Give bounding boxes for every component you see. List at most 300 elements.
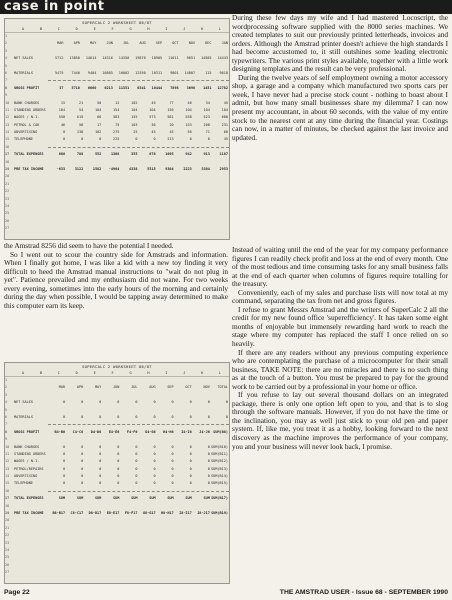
row-label: BANK CHARGES: [14, 100, 40, 105]
cell-value: -633: [56, 167, 66, 172]
cell-value: 0: [153, 459, 156, 464]
cell-value: 600: [221, 115, 228, 120]
spreadsheet-row: [5, 33, 229, 40]
row-number: 21: [5, 525, 10, 530]
spreadsheet-row: [5, 122, 229, 129]
row-number: 26: [5, 218, 10, 223]
cell-value: 104: [221, 107, 228, 112]
column-header: L: [219, 371, 222, 375]
cell-value: 615: [76, 115, 84, 120]
cell-value: E4-E6: [108, 429, 120, 434]
column-header: G: [129, 371, 132, 375]
spreadsheet-row: [5, 540, 229, 547]
cell-value: H8-H17: [161, 511, 174, 516]
row-label: PETROL/REPAIRS: [14, 466, 44, 471]
row-number: 26: [5, 562, 10, 567]
cell-value: 14807: [184, 70, 196, 75]
spreadsheet-row: [5, 85, 229, 92]
cell-value: 0: [62, 474, 66, 479]
cell-value: SUM: [203, 496, 210, 501]
column-header: [5, 26, 14, 32]
cell-value: 104: [185, 107, 192, 112]
spreadsheet-row: [5, 114, 229, 121]
column-header: J: [183, 27, 186, 31]
cell-value: 0: [207, 414, 210, 419]
cell-value: 788: [76, 152, 84, 157]
cell-value: 0: [117, 481, 120, 486]
cell-value: 45: [169, 130, 174, 135]
cell-value: 0: [99, 137, 102, 142]
cell-value: 9618: [219, 70, 228, 75]
cell-value: 6213: [104, 85, 113, 90]
cell-value: 10885: [102, 70, 113, 75]
row-number: 17: [5, 496, 10, 501]
cell-value: 0: [153, 481, 156, 486]
row-label: STANDING ORDERS: [14, 107, 46, 112]
cell-value: 9651: [186, 56, 196, 61]
cell-value: 942: [185, 152, 192, 157]
cell-value: 102: [131, 100, 138, 105]
column-header: J: [183, 371, 186, 375]
row-number: 8: [5, 85, 8, 90]
spreadsheet-row: [5, 107, 229, 114]
cell-value: 37: [59, 85, 64, 90]
row-number: 2: [5, 41, 8, 46]
cell-value: 0: [117, 459, 120, 464]
spreadsheet-row: [5, 136, 229, 143]
spreadsheet-row: [5, 532, 229, 539]
column-header: H: [147, 371, 150, 375]
row-label: [14, 392, 48, 399]
column-header: B: [39, 371, 42, 375]
column-header: E: [93, 27, 96, 31]
cell-value: 550: [58, 115, 66, 120]
cell-value: SUM: [58, 496, 66, 501]
row-label: [14, 569, 48, 576]
row-label: NET SALES: [14, 56, 33, 61]
cell-value: 104: [149, 107, 156, 112]
row-label: TOTAL EXPENSES: [14, 496, 44, 501]
spreadsheet-row: [5, 451, 229, 458]
cell-value: 6660: [87, 85, 97, 90]
row-number: 19: [5, 167, 10, 172]
cell-value: JUL: [131, 385, 138, 390]
spreadsheet-row: [5, 77, 229, 84]
spreadsheet-row: [5, 100, 229, 107]
column-header: F: [111, 371, 114, 375]
spreadsheet-row: [5, 421, 229, 428]
row-number: 9: [5, 93, 8, 98]
cell-value: 0: [62, 466, 66, 471]
cell-value: 155: [131, 115, 138, 120]
cell-value: 56: [187, 130, 192, 135]
row-number: 16: [5, 144, 10, 149]
spreadsheet-row: [5, 210, 229, 217]
row-label: PETROL & CAR: [14, 122, 40, 127]
issue-info: THE AMSTRAD USER - Issue 68 - SEPTEMBER 1990: [279, 589, 448, 596]
cell-value: 0: [189, 459, 192, 464]
cell-value: 19870: [135, 56, 146, 61]
cell-value: OCT: [172, 41, 179, 46]
column-header: C: [57, 371, 60, 375]
row-label: PRE TAX INCOME: [14, 511, 44, 516]
cell-value: 66: [97, 115, 102, 120]
cell-value: 104: [131, 107, 138, 112]
spreadsheet-row: [5, 40, 229, 47]
article-paragraph: During these few days my wife and I had mastered Locoscript, the wordprocessing software supplied with the 8000 series machines. We created templates to suit our previously printed letterheads, invoices and orders. Although the Amstrad printer doesn't achieve the high standards I had become accustomed to, it still outshines some leading electronic typewriters. The various print styles available, together with a little work designing templates and the result can be very professional.: [232, 14, 448, 74]
spreadsheet-row: [5, 488, 229, 495]
cell-value: 913: [203, 152, 210, 157]
spreadsheet-row: [5, 129, 229, 136]
row-number: 7: [5, 78, 8, 83]
column-header: C: [57, 27, 60, 31]
spreadsheet-top: [4, 18, 230, 240]
row-label: PRE TAX INCOME: [14, 167, 44, 172]
column-header: I: [165, 27, 168, 31]
cell-value: 0: [81, 459, 84, 464]
row-number: 22: [5, 189, 10, 194]
row-label: ADVERTISING: [14, 474, 38, 479]
row-label: [14, 377, 48, 384]
row-label: [14, 33, 48, 40]
cell-value: 14350: [118, 56, 130, 61]
cell-value: 2223: [183, 167, 192, 172]
spreadsheet-row: [5, 181, 229, 188]
cell-value: 676: [149, 152, 156, 157]
cell-value: 45: [223, 100, 228, 105]
cell-value: 153: [185, 122, 192, 127]
cell-value: 0: [207, 444, 210, 449]
spreadsheet-row: [5, 517, 229, 524]
separator-line: [48, 488, 229, 492]
row-number: 14: [5, 474, 10, 479]
spreadsheet-row: [5, 151, 229, 158]
cell-value: SUM(B10): [211, 444, 228, 449]
cell-value: 213: [167, 137, 174, 142]
cell-value: 5475: [55, 70, 64, 75]
cell-value: 0: [117, 400, 120, 405]
cell-value: I8-I17: [179, 511, 192, 516]
cell-value: JUL: [122, 41, 130, 46]
row-label: MATERIALS: [14, 70, 33, 75]
column-header: L: [219, 27, 222, 31]
cell-value: 10002: [118, 70, 130, 75]
cell-value: 0: [189, 400, 192, 405]
cell-value: 0: [62, 130, 66, 135]
cell-value: C8-C17: [70, 511, 84, 516]
cell-value: 0: [171, 451, 174, 456]
column-header: K: [201, 371, 204, 375]
article-paragraph: I refuse to grant Messrs Amstrad and the writers of SuperCalc 2 all the credit for my new found office 'superefficiency'. It has taken some eight months of enjoyable but immensely rewarding hard work to reach the stage where my computer has replaced the staff I once relied on so heavily.: [232, 304, 448, 349]
row-number: 11: [5, 451, 10, 456]
row-label: [14, 436, 48, 443]
cell-value: -4964: [108, 167, 120, 172]
spreadsheet-row: [5, 48, 229, 55]
cell-value: 0: [62, 451, 66, 456]
row-label: [14, 384, 48, 391]
cell-value: 7898: [170, 85, 179, 90]
article-paragraph: If you refuse to lay out several thousand dollars on an integrated package, there is only one option left open to you, and that is to slog through the software manuals. However, if you do not have the time or the inclination, you may as well just stick to your old pen and paper system. If, like me, you treat it as a hobby, looking forward to the next discovery as the machine improves the performance of your company, you and your business will never look back, I promise.: [232, 390, 448, 451]
cell-value: 0: [117, 414, 120, 419]
cell-value: 36: [151, 122, 156, 127]
spreadsheet-bottom: [4, 362, 230, 584]
cell-value: 0: [171, 414, 174, 419]
spreadsheet-row: [5, 144, 229, 151]
row-number: 4: [5, 400, 8, 405]
cell-value: SUM(B17): [211, 496, 228, 501]
row-number: 3: [5, 392, 8, 397]
row-label: BANK CHARGES: [14, 444, 40, 449]
row-number: 20: [5, 174, 10, 179]
cell-value: 275: [113, 130, 120, 135]
row-label: [14, 421, 48, 428]
cell-value: 355: [131, 152, 138, 157]
cell-value: 102: [94, 130, 102, 135]
cell-value: 686: [58, 152, 66, 157]
row-label: [14, 532, 48, 539]
spreadsheet-title: SUPERCALC 2 WORKSHEET 86/87: [82, 20, 152, 25]
cell-value: 14443: [217, 56, 228, 61]
separator-line: [48, 421, 229, 425]
column-header: D: [75, 27, 78, 31]
column-header: F: [111, 27, 114, 31]
cell-value: SUM: [76, 496, 84, 501]
cell-value: 0: [99, 481, 102, 486]
row-label: [14, 63, 48, 70]
row-number: 15: [5, 137, 10, 142]
row-label: [14, 144, 48, 151]
column-header: E: [93, 371, 96, 375]
cell-value: 0: [153, 400, 156, 405]
cell-value: SUM: [113, 496, 120, 501]
cell-value: 0: [62, 400, 66, 405]
cell-value: 20: [169, 122, 174, 127]
cell-value: 0: [153, 444, 156, 449]
cell-value: 104: [203, 107, 210, 112]
row-number: 22: [5, 533, 10, 538]
spreadsheet-row: [5, 495, 229, 502]
column-header: [5, 370, 14, 376]
row-number: 23: [5, 540, 10, 545]
cell-value: 1187: [219, 152, 228, 157]
cell-value: OCT: [185, 385, 192, 390]
row-number: 19: [5, 511, 10, 516]
cell-value: MAR: [58, 385, 66, 390]
cell-value: MAR: [57, 41, 64, 46]
cell-value: 0: [135, 474, 138, 479]
cell-value: 0: [153, 466, 156, 471]
spreadsheet-row: [5, 407, 229, 414]
cell-value: 0: [99, 414, 102, 419]
cell-value: 0: [135, 414, 138, 419]
row-label: [14, 40, 48, 47]
row-number: 23: [5, 196, 10, 201]
separator-line: [48, 77, 229, 81]
cell-value: B4-B6: [54, 429, 66, 434]
cell-value: 0: [225, 414, 228, 419]
spreadsheet-row: [5, 63, 229, 70]
cell-value: SUM: [185, 496, 192, 501]
cell-value: 0: [189, 444, 192, 449]
cell-value: SUM(B15): [211, 481, 228, 486]
row-label: [14, 159, 48, 166]
cell-value: 18905: [151, 56, 163, 61]
spreadsheet-rows: [5, 33, 229, 233]
cell-value: 0: [189, 414, 192, 419]
cell-value: 4338: [129, 167, 138, 172]
row-label: ADVERTISING: [14, 130, 38, 135]
spreadsheet-column-headers: [5, 370, 229, 377]
spreadsheet-row: [5, 173, 229, 180]
article-paragraph: During the twelve years of self employment owning a motor accessory shop, a garage and a company which manufactured two sports cars per week, I have never had a precise stock count - nothing to boast about I admit, but how many small businesses share my dilemma? I can now present my accountant, in about 60 seconds, with the value of my entire stock to the nearest cent at any time during the financial year. Costings can now, in a matter of minutes, be checked against the last invoice and updated.: [232, 72, 448, 142]
cell-value: JUN: [106, 41, 113, 46]
cell-value: I4-I6: [181, 429, 192, 434]
cell-value: J8-J17: [197, 511, 210, 516]
cell-value: D4-D6: [90, 429, 102, 434]
row-label: [14, 547, 48, 554]
row-label: [14, 554, 48, 561]
spreadsheet-row: [5, 188, 229, 195]
cell-value: 0: [117, 474, 120, 479]
spreadsheet-row: [5, 70, 229, 77]
row-number: 12: [5, 115, 10, 120]
spreadsheet-row: [5, 510, 229, 517]
cell-value: 0: [81, 466, 84, 471]
spreadsheet-rows: [5, 377, 229, 577]
row-number: 5: [5, 63, 8, 68]
row-number: 6: [5, 414, 8, 419]
row-label: TELEPHONE: [14, 481, 33, 486]
cell-value: 9801: [170, 70, 179, 75]
cell-value: 0: [189, 481, 192, 486]
cell-value: SUM(B12): [211, 459, 228, 464]
cell-value: 14014: [85, 56, 97, 61]
cell-value: 1451: [203, 85, 212, 90]
cell-value: 104: [94, 107, 102, 112]
cell-value: 2953: [219, 167, 228, 172]
cell-value: SUM: [94, 496, 102, 501]
cell-value: AUG: [139, 41, 146, 46]
cell-value: 0: [62, 137, 66, 142]
cell-value: 0: [153, 414, 156, 419]
article-column-right-mid: [232, 246, 448, 586]
cell-value: D8-D17: [88, 511, 102, 516]
row-label: MATERIALS: [14, 414, 33, 419]
row-number: 5: [5, 407, 8, 412]
row-label: GROSS PROFIT: [14, 85, 40, 90]
spreadsheet-row: [5, 480, 229, 487]
row-label: [14, 225, 48, 232]
article-paragraph: Conveniently, each of my sales and purchase lists will now total at my command, separating the tax from net and gross figures.: [232, 287, 448, 306]
cell-value: 46: [187, 100, 192, 105]
row-number: 1: [5, 378, 8, 382]
column-header: G: [129, 27, 132, 31]
cell-value: 0: [171, 466, 174, 471]
cell-value: 10444: [151, 85, 163, 90]
column-header: D: [75, 371, 78, 375]
cell-value: 0: [207, 466, 210, 471]
cell-value: 10311: [151, 70, 163, 75]
cell-value: JUN: [113, 385, 120, 390]
spreadsheet-row: [5, 444, 229, 451]
cell-value: JAN: [221, 41, 228, 46]
cell-value: 523: [203, 115, 210, 120]
spreadsheet-row: [5, 166, 229, 173]
row-label: [14, 488, 48, 495]
row-label: NET SALES: [14, 400, 33, 405]
cell-value: AUG: [149, 385, 156, 390]
cell-value: 71: [205, 130, 210, 135]
row-number: 24: [5, 203, 10, 208]
cell-value: 0: [81, 451, 84, 456]
row-label: [14, 562, 48, 569]
row-label: [14, 173, 48, 180]
row-number: 25: [5, 555, 10, 560]
cell-value: SUM: [167, 496, 174, 501]
page-number: Page 22: [4, 589, 30, 596]
spreadsheet-row: [5, 525, 229, 532]
cell-value: 0: [171, 400, 174, 405]
cell-value: 0: [135, 459, 138, 464]
row-number: 7: [5, 422, 8, 427]
row-label: GROSS PROFIT: [14, 429, 40, 434]
cell-value: 46: [60, 122, 66, 127]
cell-value: 0: [117, 451, 120, 456]
article-paragraph: If there are any readers without any previous computing experience who are contemplating the purchase of a microcomputer for their small business, TAKE NOTE: there are no miracles and there is no such thing as at the touch of a button. You must be prepared to pay for the ground work to be carried out by a professional in your home or office.: [232, 347, 448, 391]
cell-value: 12550: [135, 70, 146, 75]
spreadsheet-row: [5, 436, 229, 443]
cell-value: 17: [97, 122, 102, 127]
cell-value: 0: [81, 481, 84, 486]
spreadsheet-row: [5, 203, 229, 210]
cell-value: SUM(B19): [211, 511, 228, 516]
row-number: 13: [5, 122, 10, 127]
cell-value: 0: [99, 400, 102, 405]
cell-value: 0: [189, 451, 192, 456]
row-number: 13: [5, 466, 10, 471]
article-column-right-top: [232, 14, 448, 246]
cell-value: 103: [131, 122, 138, 127]
row-label: WAGES / N.I.: [14, 459, 40, 464]
cell-value: 14505: [200, 56, 212, 61]
cell-value: MAY: [90, 41, 97, 46]
cell-value: 0: [135, 466, 138, 471]
cell-value: 0: [99, 466, 102, 471]
cell-value: DEC: [205, 41, 212, 46]
cell-value: 0: [135, 444, 138, 449]
column-header: A: [21, 27, 25, 31]
row-label: WAGES / N.I.: [14, 115, 40, 120]
cell-value: 0: [171, 459, 174, 464]
cell-value: 581: [167, 115, 174, 120]
row-number: 16: [5, 488, 10, 493]
article-paragraph: Instead of waiting until the end of the year for my company performance figures I can readily check profit and loss at the end of every month. One of the most tedious and time consuming tasks for any small business falls at the end of each quarter when columns of figures require totalling for the treasury.: [232, 246, 448, 289]
cell-value: 0: [135, 400, 138, 405]
cell-value: 3122: [74, 167, 84, 172]
row-label: [14, 525, 48, 532]
spreadsheet-row: [5, 159, 229, 166]
cell-value: 0: [62, 414, 66, 419]
column-header: H: [147, 27, 150, 31]
cell-value: 0: [62, 481, 66, 486]
spreadsheet-row: [5, 392, 229, 399]
cell-value: F4-F6: [126, 429, 138, 434]
cell-value: SUM(B13): [211, 466, 228, 471]
spreadsheet-row: [5, 562, 229, 569]
cell-value: 11011: [168, 56, 179, 61]
cell-value: 115: [205, 70, 212, 75]
cell-value: 0: [117, 444, 120, 449]
